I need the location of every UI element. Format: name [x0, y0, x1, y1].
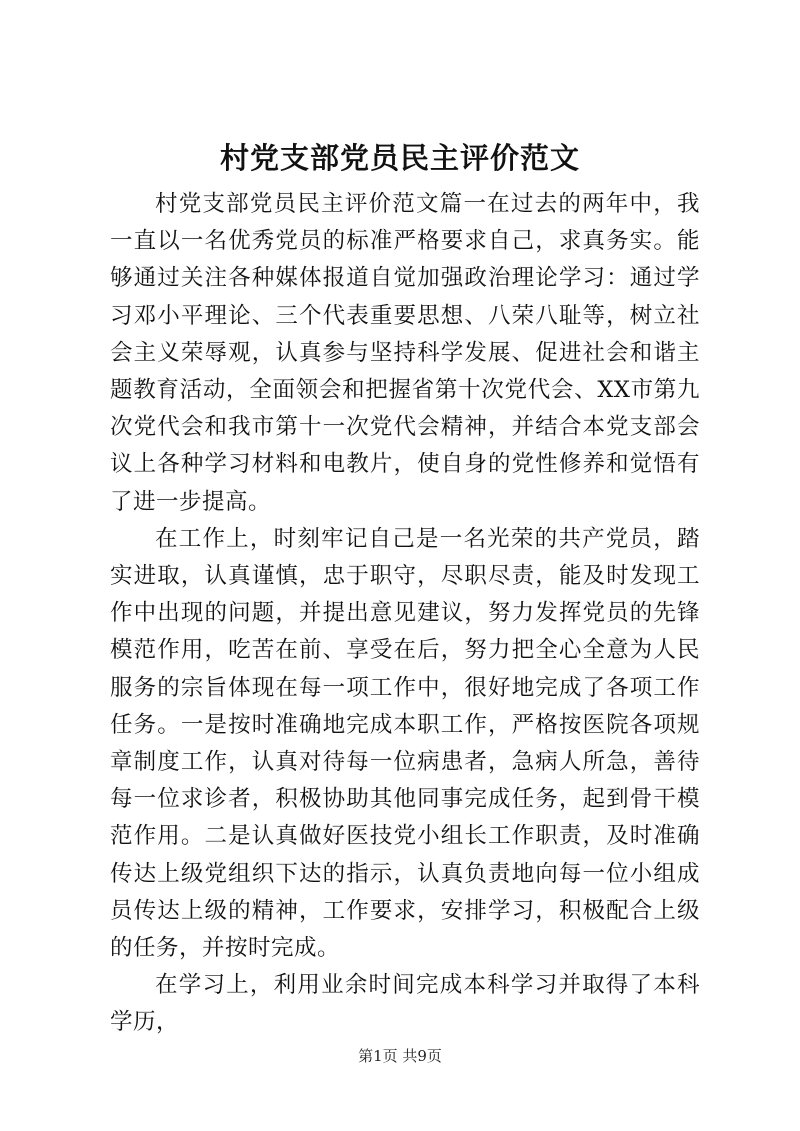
paragraph-1: 村党支部党员民主评价范文篇一在过去的两年中，我一直以一名优秀党员的标准严格要求自己，求真务实。能够通过关注各种媒体报道自觉加强政治理论学习：通过学习邓小平理论、三个代表重要思想、八荣八耻等，树立社会主义荣辱观，认真参与坚持科学发展、促进社会和谐主题教育活动，全面领会和把握省第十次党代会、XX市第九次党代会和我市第十一次党代会精神，并结合本党支部会议上各种学习材料和电教片，使自身的党性修养和觉悟有了进一步提高。 [110, 191, 700, 515]
paragraph-3: 在学习上，利用业余时间完成本科学习并取得了本科学历， [110, 972, 700, 1036]
document-title: 村党支部党员民主评价范文 [219, 141, 580, 175]
document-body [110, 186, 700, 1042]
page-number-text: 第1页 共9页 [358, 1047, 442, 1065]
page-footer [0, 1046, 800, 1066]
paragraph-2: 在工作上，时刻牢记自己是一名光荣的共产党员，踏实进取，认真谨慎，忠于职守，尽职尽责，能及时发现工作中出现的问题，并提出意见建议，努力发挥党员的先锋模范作用，吃苦在前、享受在后，努力把全心全意为人民服务的宗旨体现在每一项工作中，很好地完成了各项工作任务。一是按时准确地完成本职工作，严格按医院各项规章制度工作，认真对待每一位病患者，急病人所急，善待每一位求诊者，积极协助其他同事完成任务，起到骨干模范作用。二是认真做好医技党小组长工作职责，及时准确传达上级党组织下达的指示，认真负责地向每一位小组成员传达上级的精神，工作要求，安排学习，积极配合上级的任务，并按时完成。 [110, 525, 700, 962]
